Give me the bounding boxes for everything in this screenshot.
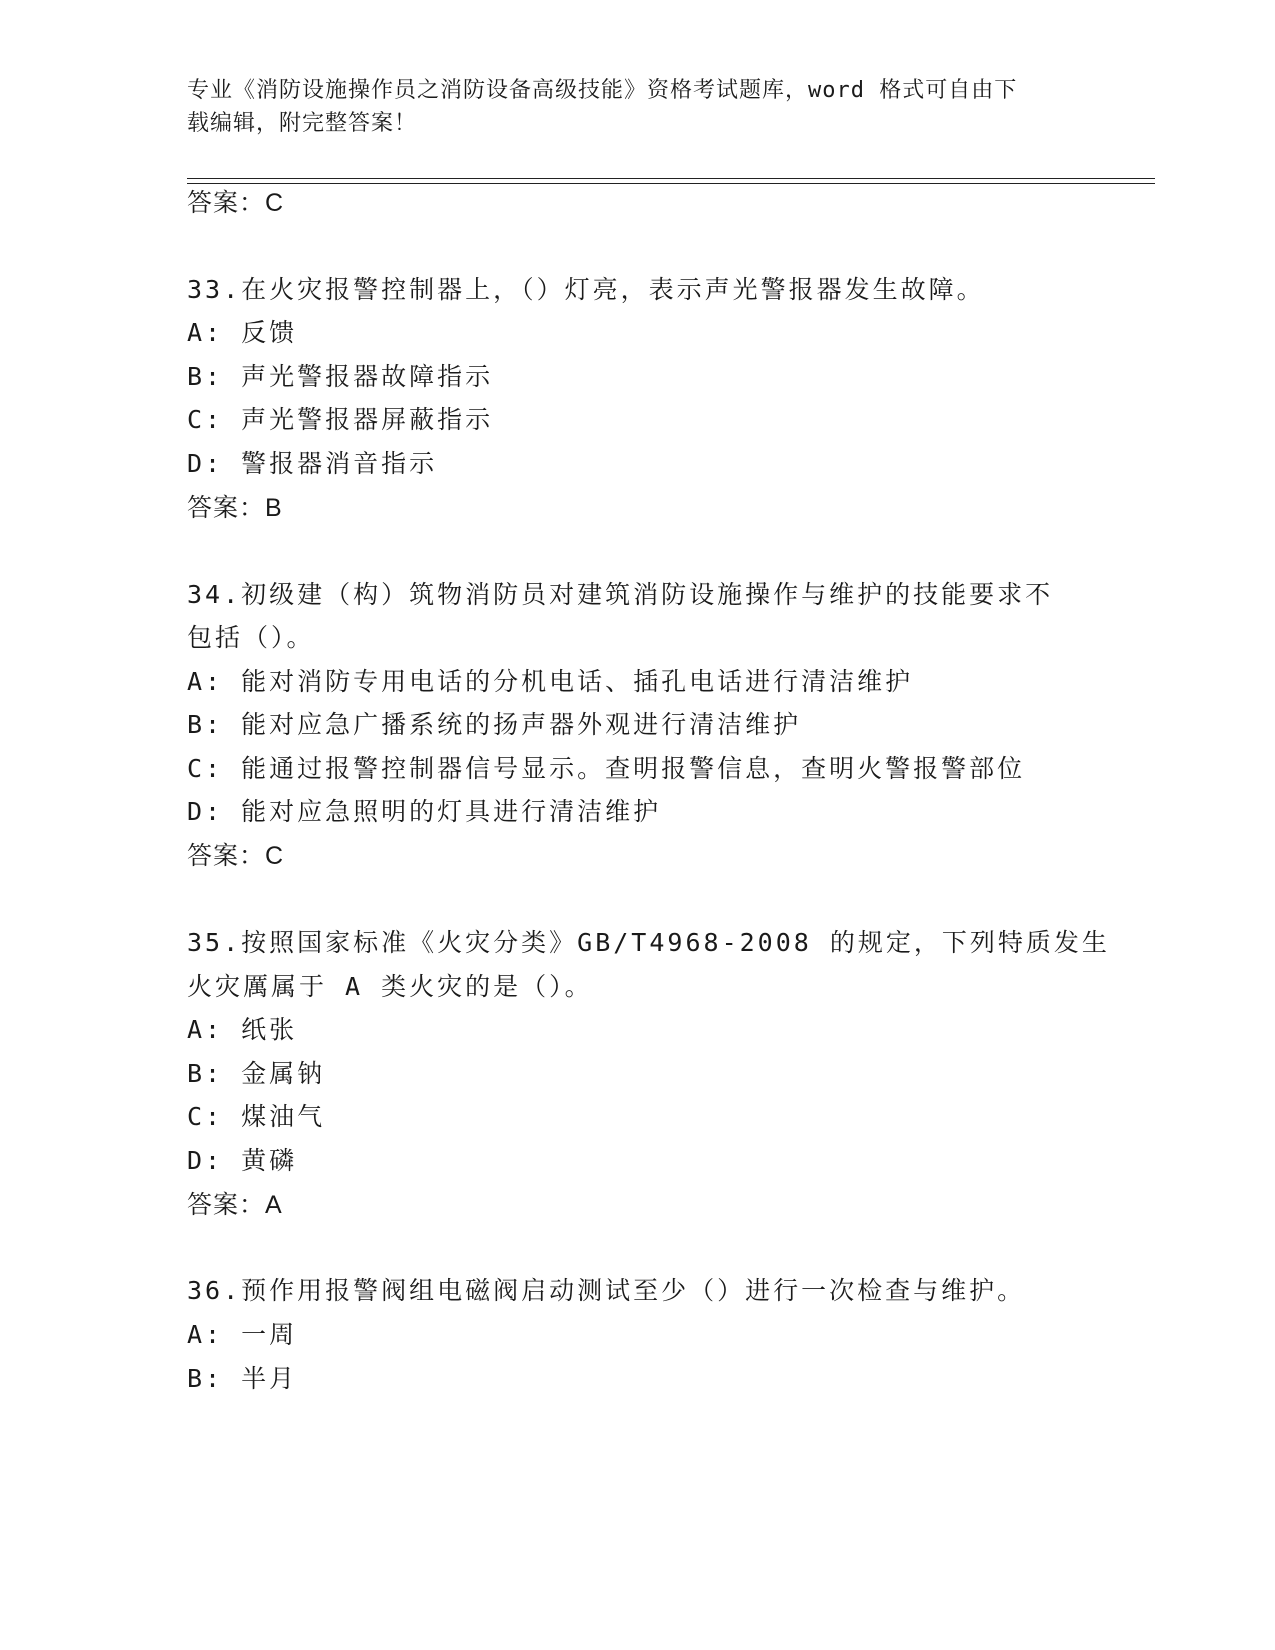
question-33-option-d: D: 警报器消音指示 [187, 449, 438, 478]
question-34-option-a: A: 能对消防专用电话的分机电话、插孔电话进行清洁维护 [187, 667, 914, 696]
question-36-option-a: A: 一周 [187, 1320, 298, 1349]
previous-answer: 答案：C [187, 189, 285, 217]
question-35-option-a: A: 纸张 [187, 1015, 298, 1044]
document-header [187, 74, 1057, 140]
question-35-option-d: D: 黄磷 [187, 1146, 298, 1175]
question-36-option-b: B: 半月 [187, 1364, 298, 1393]
question-35-stem-line-1: 35.按照国家标准《火灾分类》GB/T4968-2008 的规定，下列特质发生 [187, 928, 1110, 957]
question-36-stem: 36.预作用报警阀组电磁阀启动测试至少（）进行一次检查与维护。 [187, 1276, 1026, 1305]
question-34-answer: 答案：C [187, 842, 285, 870]
question-35-stem-line-2: 火灾厲属于 A 类火灾的是（）。 [187, 972, 593, 1001]
document-page [187, 0, 1157, 1650]
question-33-option-a: A: 反馈 [187, 318, 298, 347]
question-34-stem-line-1: 34.初级建（构）筑物消防员对建筑消防设施操作与维护的技能要求不 [187, 580, 1054, 609]
question-34-option-b: B: 能对应急广播系统的扬声器外观进行清洁维护 [187, 710, 802, 739]
header-divider [187, 178, 1155, 179]
header-line-1: 专业《消防设施操作员之消防设备高级技能》资格考试题库，word 格式可自由下 [187, 78, 1018, 103]
header-line-2: 载编辑，附完整答案！ [187, 111, 418, 136]
question-35-answer: 答案：A [187, 1191, 283, 1219]
question-34-option-d: D: 能对应急照明的灯具进行清洁维护 [187, 797, 662, 826]
question-35-option-c: C: 煤油气 [187, 1102, 326, 1131]
question-33-answer: 答案：B [187, 494, 283, 522]
question-35-option-b: B: 金属钠 [187, 1059, 326, 1088]
question-33-option-b: B: 声光警报器故障指示 [187, 362, 494, 391]
header-divider-second [187, 183, 1155, 184]
question-33-stem: 33.在火灾报警控制器上，（）灯亮，表示声光警报器发生故障。 [187, 275, 985, 304]
question-33-option-c: C: 声光警报器屏蔽指示 [187, 405, 494, 434]
question-34-option-c: C: 能通过报警控制器信号显示。查明报警信息，查明火警报警部位 [187, 754, 1026, 783]
question-34-stem-line-2: 包括（）。 [187, 623, 315, 652]
